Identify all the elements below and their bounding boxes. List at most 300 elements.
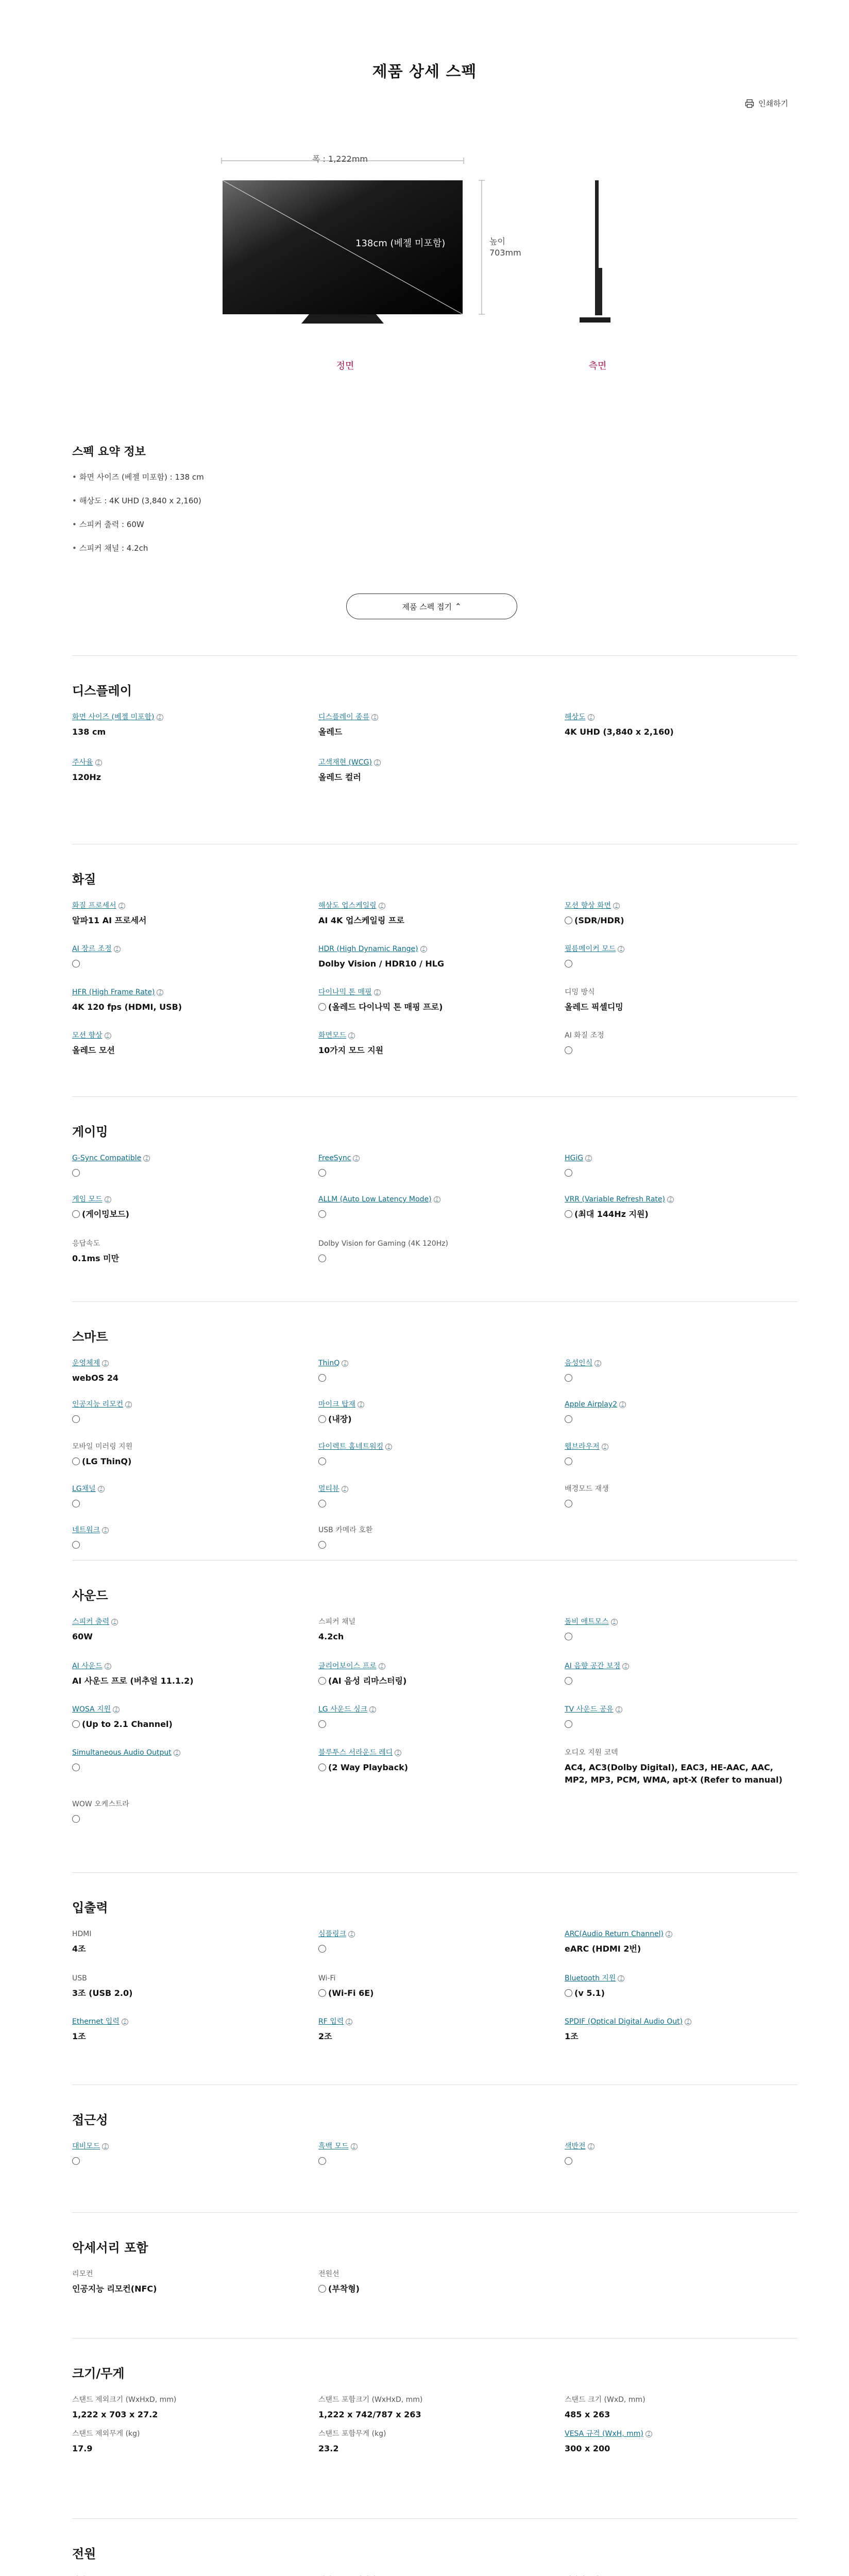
spec-item <box>72 988 299 1013</box>
spec-value <box>565 2155 791 2165</box>
spec-label-link[interactable] <box>318 758 545 767</box>
summary-item: • 스피커 채널 : 4.2ch <box>72 543 204 567</box>
spec-label <box>318 1239 545 1248</box>
help-icon[interactable]: ? <box>618 946 624 953</box>
spec-value-text: (부착형) <box>328 2284 360 2294</box>
help-icon[interactable]: ? <box>619 1401 626 1408</box>
spec-label-link[interactable] <box>565 1442 791 1451</box>
help-icon[interactable]: ? <box>374 989 381 996</box>
spec-label-link[interactable] <box>565 2429 791 2438</box>
spec-label-text: 스탠드 포함무게 (kg) <box>318 2430 386 2438</box>
spec-item <box>72 758 299 784</box>
help-icon[interactable]: ? <box>157 714 163 721</box>
spec-value <box>318 1167 545 1177</box>
spec-value <box>318 1718 545 1728</box>
supported-circle-icon <box>318 1720 326 1728</box>
spec-value-text: AI 4K 업스케일링 프로 <box>318 916 404 925</box>
help-icon[interactable]: ? <box>353 1155 360 1162</box>
spec-value <box>565 1943 791 1955</box>
help-icon[interactable]: ? <box>174 1750 180 1756</box>
help-icon[interactable]: ? <box>622 1663 629 1670</box>
supported-circle-icon <box>565 1169 572 1177</box>
spec-label-link[interactable] <box>72 713 299 722</box>
help-icon[interactable]: ? <box>371 714 378 721</box>
spec-label <box>72 1442 299 1451</box>
spec-label-link[interactable] <box>565 2017 791 2026</box>
supported-circle-icon <box>565 1210 572 1218</box>
help-icon[interactable]: ? <box>602 1444 608 1450</box>
spec-item <box>72 2429 299 2455</box>
spec-label-text: 스탠드 크기 (WxD, mm) <box>565 2396 646 2404</box>
height-label <box>489 236 521 259</box>
spec-label-text: Simultaneous Audio Output <box>72 1749 172 1757</box>
spec-label-link[interactable] <box>318 1484 545 1494</box>
help-icon[interactable]: ? <box>346 2019 352 2025</box>
spec-label-link[interactable] <box>565 1617 791 1626</box>
spec-label-text: VRR (Variable Refresh Rate) <box>565 1195 665 1204</box>
help-icon[interactable]: ? <box>374 759 381 766</box>
section-title: 게이밍 <box>72 1125 108 1139</box>
spec-value <box>318 1372 545 1382</box>
spec-item <box>72 1748 299 1771</box>
spec-item <box>72 1359 299 1384</box>
spec-value <box>72 958 299 968</box>
spec-value <box>72 1761 299 1771</box>
supported-circle-icon <box>72 960 80 968</box>
supported-circle-icon <box>72 1541 80 1549</box>
spec-label-link[interactable] <box>565 944 791 954</box>
spec-value <box>72 2155 299 2165</box>
spec-label-link[interactable] <box>565 1195 791 1204</box>
spec-label-link[interactable] <box>318 1359 545 1368</box>
spec-value <box>565 1675 791 1685</box>
spec-label <box>72 1974 299 1983</box>
spec-value <box>72 2030 299 2043</box>
spec-value-text: 485 x 263 <box>565 2410 610 2419</box>
spec-label-text: 리모컨 <box>72 2270 93 2278</box>
spec-value-text: 알파11 AI 프로세서 <box>72 916 147 925</box>
spec-value-text: 4.2ch <box>318 1632 344 1641</box>
spec-item <box>72 1705 299 1731</box>
spec-item <box>318 2429 545 2455</box>
spec-value-text: (게이밍보드) <box>82 1209 129 1219</box>
spec-value-text: AI 사운드 프로 (버추얼 11.1.2) <box>72 1676 194 1686</box>
spec-label-text: 색반전 <box>565 2142 586 2150</box>
supported-circle-icon <box>72 2157 80 2165</box>
spec-label-text: VESA 규격 (WxH, mm) <box>565 2430 643 2438</box>
help-icon[interactable]: ? <box>369 1706 376 1713</box>
spec-value <box>565 1498 791 1507</box>
spec-item <box>565 2395 791 2421</box>
section-title: 화질 <box>72 872 96 887</box>
front-view-label: 정면 <box>336 361 354 371</box>
spec-label-link[interactable] <box>72 1617 299 1626</box>
spec-item <box>72 1974 299 1999</box>
help-icon[interactable]: ? <box>385 1444 392 1450</box>
spec-label-text: 멀티뷰 <box>318 1485 339 1493</box>
spec-value-text: 23.2 <box>318 2444 339 2453</box>
spec-label-link[interactable] <box>565 1400 791 1409</box>
spec-item <box>318 2142 545 2165</box>
help-icon[interactable]: ? <box>348 1032 355 1039</box>
spec-label <box>565 1484 791 1494</box>
spec-value-text: 300 x 200 <box>565 2444 610 2453</box>
spec-label-text: 다이나믹 톤 매핑 <box>318 988 372 996</box>
spec-label-link[interactable] <box>318 1195 545 1204</box>
spec-label-link[interactable] <box>72 1705 299 1714</box>
spec-label-link[interactable] <box>565 713 791 722</box>
spec-value <box>565 1372 791 1382</box>
spec-label-link[interactable] <box>565 2142 791 2151</box>
spec-label <box>318 2269 545 2279</box>
spec-value <box>72 1675 299 1687</box>
spec-label <box>72 1929 299 1939</box>
spec-label <box>318 1617 545 1626</box>
spec-label-link[interactable] <box>318 1154 545 1163</box>
help-icon[interactable]: ? <box>420 946 427 953</box>
spec-item <box>318 1748 545 1774</box>
spec-value-text: 60W <box>72 1632 93 1641</box>
supported-circle-icon <box>72 1415 80 1423</box>
help-icon[interactable]: ? <box>157 989 163 996</box>
spec-value <box>72 914 299 927</box>
spec-label-text: ALLM (Auto Low Latency Mode) <box>318 1195 432 1204</box>
spec-item <box>318 2269 545 2295</box>
spec-label <box>72 1800 299 1809</box>
help-icon[interactable]: ? <box>585 1155 592 1162</box>
spec-section <box>72 2212 797 2294</box>
spec-item <box>72 1442 299 1468</box>
supported-circle-icon <box>318 1945 326 1953</box>
spec-value <box>318 2155 545 2165</box>
help-icon[interactable]: ? <box>666 1931 672 1938</box>
spec-item <box>72 1662 299 1687</box>
spec-label-link[interactable] <box>72 1662 299 1671</box>
spec-item <box>565 1748 791 1786</box>
size-diagram <box>0 144 849 376</box>
spec-value <box>565 1987 791 1999</box>
spec-label-link[interactable] <box>72 1526 299 1535</box>
spec-item <box>565 901 791 927</box>
spec-label-text: G-Sync Compatible <box>72 1154 142 1162</box>
spec-item <box>565 2017 791 2043</box>
supported-circle-icon <box>565 1458 572 1465</box>
help-icon[interactable]: ? <box>95 759 102 766</box>
spec-label-text: 게임 모드 <box>72 1195 103 1204</box>
spec-item <box>318 758 545 784</box>
spec-value-text: 올레드 모션 <box>72 1045 115 1055</box>
supported-circle-icon <box>565 1633 572 1640</box>
spec-label <box>72 2429 299 2438</box>
spec-item <box>565 1662 791 1685</box>
help-icon[interactable]: ? <box>143 1155 150 1162</box>
spec-label-text: 해상도 <box>565 713 586 721</box>
supported-circle-icon <box>318 2157 326 2165</box>
spec-value <box>318 1987 545 1999</box>
help-icon[interactable]: ? <box>348 1931 355 1938</box>
spec-label-text: 스탠드 포함크기 (WxHxD, mm) <box>318 2396 423 2404</box>
section-title: 사운드 <box>72 1588 108 1603</box>
spec-value-text: (Wi-Fi 6E) <box>328 1988 374 1998</box>
spec-value <box>318 1498 545 1507</box>
help-icon[interactable]: ? <box>358 1401 364 1408</box>
spec-value <box>318 1208 545 1218</box>
spec-label-link[interactable] <box>565 1154 791 1163</box>
spec-label-link[interactable] <box>318 1748 545 1757</box>
help-icon[interactable]: ? <box>611 1619 618 1625</box>
spec-label-link[interactable] <box>72 988 299 997</box>
spec-item <box>318 1359 545 1382</box>
help-icon[interactable]: ? <box>113 1706 120 1713</box>
spec-label-text: 블루투스 서라운드 레디 <box>318 1749 393 1757</box>
help-icon[interactable]: ? <box>379 1663 385 1670</box>
spec-label-link[interactable] <box>318 1929 545 1939</box>
spec-item <box>318 1705 545 1728</box>
spec-value-text: (SDR/HDR) <box>574 916 624 925</box>
spec-label <box>565 1031 791 1040</box>
spec-item <box>318 2017 545 2043</box>
print-label: 인쇄하기 <box>758 99 788 108</box>
spec-label-link[interactable] <box>565 1929 791 1939</box>
help-icon[interactable]: ? <box>588 2143 595 2150</box>
spec-value-text: 138 cm <box>72 727 106 737</box>
help-icon[interactable]: ? <box>111 1619 118 1625</box>
spec-label-text: RF 입력 <box>318 2018 344 2026</box>
spec-item <box>72 713 299 738</box>
help-icon[interactable]: ? <box>118 903 125 909</box>
spec-label-link[interactable] <box>72 1484 299 1494</box>
spec-label-link[interactable] <box>565 1662 791 1671</box>
spec-value <box>565 2409 791 2421</box>
spec-value <box>565 1718 791 1728</box>
spec-label-link[interactable] <box>72 2142 299 2151</box>
spec-label-text: FreeSync <box>318 1154 351 1162</box>
help-icon[interactable]: ? <box>122 2019 128 2025</box>
spec-label-text: 디스플레이 종류 <box>318 713 370 721</box>
spec-label-link[interactable] <box>72 944 299 954</box>
help-icon[interactable]: ? <box>102 1527 109 1534</box>
supported-circle-icon <box>318 1677 326 1685</box>
spec-label-link[interactable] <box>565 1705 791 1714</box>
help-icon[interactable]: ? <box>667 1196 674 1203</box>
spec-label <box>565 988 791 997</box>
spec-label-text: HDMI <box>72 1930 92 1938</box>
spec-value-text: (최대 144Hz 지원) <box>574 1209 649 1219</box>
help-icon[interactable]: ? <box>125 1401 132 1408</box>
spec-item <box>565 1484 791 1507</box>
spec-item <box>72 2395 299 2421</box>
spec-item <box>72 944 299 968</box>
spec-value <box>318 1044 545 1057</box>
spec-label-link[interactable] <box>565 1974 791 1983</box>
spec-item <box>565 1400 791 1423</box>
spec-value <box>72 2283 299 2295</box>
spec-value <box>72 771 299 784</box>
spec-value <box>565 1631 791 1640</box>
help-icon[interactable]: ? <box>105 1663 111 1670</box>
help-icon[interactable]: ? <box>618 1975 624 1982</box>
spec-value <box>318 771 545 784</box>
spec-value <box>565 1455 791 1465</box>
spec-label-text: 웹브라우저 <box>565 1443 600 1451</box>
spec-label-link[interactable] <box>72 1154 299 1163</box>
spec-label-link[interactable] <box>318 944 545 954</box>
spec-label-text: 네트워크 <box>72 1526 100 1534</box>
help-icon[interactable]: ? <box>379 903 385 909</box>
spec-value <box>72 1718 299 1731</box>
spec-label-link[interactable] <box>318 1031 545 1040</box>
spec-value <box>318 726 545 738</box>
spec-value <box>565 1001 791 1013</box>
spec-value <box>72 1413 299 1423</box>
help-icon[interactable]: ? <box>595 1360 601 1367</box>
spec-label-text: HDR (High Dynamic Range) <box>318 945 418 953</box>
height-label-value: 703mm <box>489 248 521 258</box>
spec-item <box>72 1031 299 1057</box>
help-icon[interactable]: ? <box>646 2431 652 2437</box>
spec-label-link[interactable] <box>72 1400 299 1409</box>
spec-value <box>565 914 791 927</box>
spec-value <box>565 958 791 968</box>
spec-label-link[interactable] <box>318 2142 545 2151</box>
chevron-up-icon: ⌃ <box>454 602 462 611</box>
help-icon[interactable]: ? <box>588 714 595 721</box>
spec-item <box>72 1195 299 1221</box>
spec-label-text: 필름메이커 모드 <box>565 945 616 953</box>
supported-circle-icon <box>318 1458 326 1465</box>
collapse-specs-button[interactable] <box>346 594 517 619</box>
spec-label <box>565 2395 791 2404</box>
spec-label-text: 전원선 <box>318 2270 339 2278</box>
spec-item <box>565 1974 791 1999</box>
spec-label-link[interactable] <box>72 1031 299 1040</box>
spec-value <box>565 726 791 738</box>
spec-label-link[interactable] <box>318 988 545 997</box>
spec-value <box>318 958 545 970</box>
help-icon[interactable]: ? <box>342 1486 348 1493</box>
section-title: 크기/무게 <box>72 2366 125 2381</box>
help-icon[interactable]: ? <box>351 2143 358 2150</box>
spec-value-text: 올레드 픽셀디밍 <box>565 1002 623 1012</box>
print-button[interactable] <box>745 98 788 109</box>
spec-value <box>318 2030 545 2043</box>
supported-circle-icon <box>318 1541 326 1549</box>
spec-value-text: Dolby Vision / HDR10 / HLG <box>318 959 445 969</box>
spec-label-link[interactable] <box>318 1705 545 1714</box>
spec-label-link[interactable] <box>318 901 545 910</box>
spec-label-text: WOSA 지원 <box>72 1705 111 1714</box>
spec-label-link[interactable] <box>318 1400 545 1409</box>
spec-item <box>72 2017 299 2043</box>
help-icon[interactable]: ? <box>102 2143 109 2150</box>
spec-value <box>565 1044 791 1054</box>
spec-label <box>318 2429 545 2438</box>
help-icon[interactable]: ? <box>434 1196 440 1203</box>
spec-label-text: 오디오 지원 코덱 <box>565 1749 618 1757</box>
supported-circle-icon <box>318 2285 326 2293</box>
spec-label-link[interactable] <box>565 1359 791 1368</box>
spec-label-link[interactable] <box>72 901 299 910</box>
spec-item <box>72 901 299 927</box>
spec-value <box>72 1001 299 1013</box>
spec-item <box>318 1974 545 1999</box>
spec-label-link[interactable] <box>318 1442 545 1451</box>
spec-value <box>72 1167 299 1177</box>
help-icon[interactable]: ? <box>102 1360 109 1367</box>
spec-value <box>318 1761 545 1774</box>
supported-circle-icon <box>565 960 572 968</box>
spec-label-link[interactable] <box>72 1195 299 1204</box>
supported-circle-icon <box>318 1415 326 1423</box>
spec-label <box>318 2395 545 2404</box>
spec-section <box>72 2084 797 2150</box>
spec-value-text: (올레드 다이나믹 톤 매핑 프로) <box>328 1002 443 1012</box>
spec-label <box>72 2395 299 2404</box>
section-title: 입출력 <box>72 1901 108 1915</box>
help-icon[interactable]: ? <box>105 1196 111 1203</box>
spec-item <box>565 944 791 968</box>
spec-value <box>318 2283 545 2295</box>
spec-value <box>318 1413 545 1426</box>
spec-label-text: 스탠드 제외무게 (kg) <box>72 2430 140 2438</box>
help-icon[interactable]: ? <box>342 1360 348 1367</box>
help-icon[interactable]: ? <box>685 2019 691 2025</box>
spec-value <box>318 1252 545 1262</box>
spec-item <box>318 1400 545 1426</box>
supported-circle-icon <box>565 1046 572 1054</box>
spec-label-text: 화질 프로세서 <box>72 902 116 910</box>
help-icon[interactable]: ? <box>98 1486 105 1493</box>
spec-item <box>318 944 545 970</box>
section-title: 디스플레이 <box>72 684 132 698</box>
help-icon[interactable]: ? <box>613 903 620 909</box>
spec-label-text: 다이렉트 홈네트워킹 <box>318 1443 384 1451</box>
spec-item <box>565 1705 791 1728</box>
spec-item <box>318 901 545 927</box>
spec-label-link[interactable] <box>72 1359 299 1368</box>
spec-value-text: 0.1ms 미만 <box>72 1253 120 1263</box>
spec-item <box>318 2395 545 2421</box>
supported-circle-icon <box>318 1764 326 1771</box>
spec-value-text: 1조 <box>565 2031 579 2041</box>
spec-label-link[interactable] <box>318 713 545 722</box>
spec-label-link[interactable] <box>72 758 299 767</box>
spec-label-link[interactable] <box>565 901 791 910</box>
spec-label-text: USB <box>72 1974 87 1982</box>
spec-label-link[interactable] <box>318 1662 545 1671</box>
spec-value <box>72 726 299 738</box>
spec-value <box>72 1987 299 1999</box>
spec-label-link[interactable] <box>318 2017 545 2026</box>
help-icon[interactable]: ? <box>395 1750 401 1756</box>
spec-label-link[interactable] <box>72 1748 299 1757</box>
spec-label-text: 스피커 출력 <box>72 1618 110 1626</box>
spec-item <box>565 2142 791 2165</box>
spec-label-link[interactable] <box>72 2017 299 2026</box>
spec-value-text: (2 Way Playback) <box>328 1762 409 1772</box>
help-icon[interactable]: ? <box>114 946 121 953</box>
help-icon[interactable]: ? <box>105 1032 111 1039</box>
spec-value-text: 올레드 컬러 <box>318 772 361 782</box>
spec-value <box>72 2443 299 2455</box>
help-icon[interactable]: ? <box>616 1706 622 1713</box>
spec-item <box>72 2142 299 2165</box>
spec-item <box>72 2269 299 2295</box>
supported-circle-icon <box>318 1003 326 1011</box>
spec-value <box>72 1455 299 1468</box>
spec-value <box>72 1631 299 1643</box>
spec-label-text: USB 카메라 호환 <box>318 1526 373 1534</box>
